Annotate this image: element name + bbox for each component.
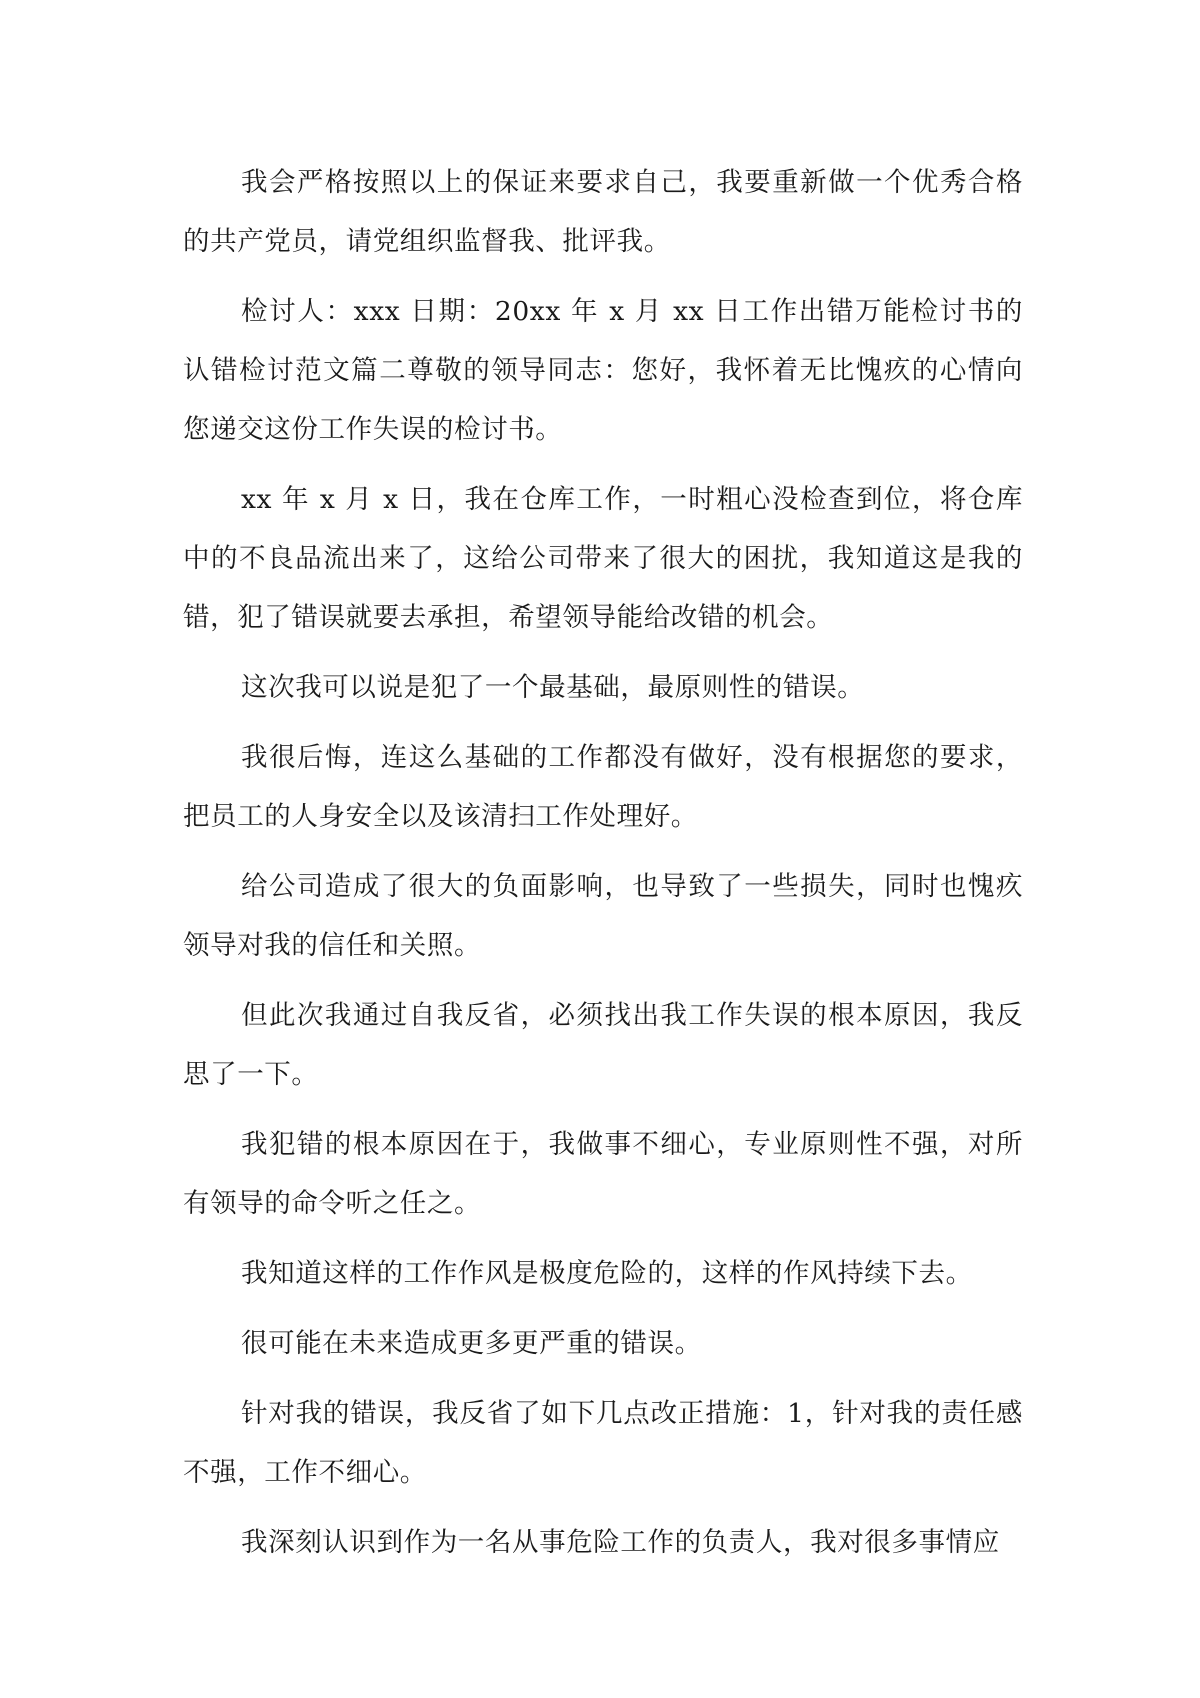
paragraph-11: 针对我的错误，我反省了如下几点改正措施：1，针对我的责任感不强，工作不细心。 [183, 1398, 1023, 1488]
paragraph-4: 这次我可以说是犯了一个最基础，最原则性的错误。 [241, 672, 865, 703]
paragraph-2: 检讨人：xxx 日期：20xx 年 x 月 xx 日工作出错万能检讨书的认错检讨范文篇二尊敬的领导同志：您好，我怀着无比愧疚的心情向您递交这份工作失误的检讨书。 [183, 296, 1023, 445]
paragraph-5: 我很后悔，连这么基础的工作都没有做好，没有根据您的要求，把员工的人身安全以及该清扫工作处理好。 [183, 742, 1023, 832]
paragraph-8: 我犯错的根本原因在于，我做事不细心，专业原则性不强，对所有领导的命令听之任之。 [183, 1129, 1023, 1219]
paragraph-1: 我会严格按照以上的保证来要求自己，我要重新做一个优秀合格的共产党员，请党组织监督我、批评我。 [183, 167, 1023, 257]
paragraph-12: 我深刻认识到作为一名从事危险工作的负责人，我对很多事情应 [241, 1527, 1000, 1558]
paragraph-3: xx 年 x 月 x 日，我在仓库工作，一时粗心没检查到位，将仓库中的不良品流出来了，这给公司带来了很大的困扰，我知道这是我的错，犯了错误就要去承担，希望领导能给改错的机会。 [183, 484, 1023, 633]
document-body [183, 153, 1023, 1583]
paragraph-9: 我知道这样的工作作风是极度危险的，这样的作风持续下去。 [241, 1258, 973, 1289]
paragraph-7: 但此次我通过自我反省，必须找出我工作失误的根本原因，我反思了一下。 [183, 1000, 1023, 1090]
paragraph-6: 给公司造成了很大的负面影响，也导致了一些损失，同时也愧疚领导对我的信任和关照。 [183, 871, 1023, 961]
paragraph-10: 很可能在未来造成更多更严重的错误。 [241, 1328, 702, 1359]
